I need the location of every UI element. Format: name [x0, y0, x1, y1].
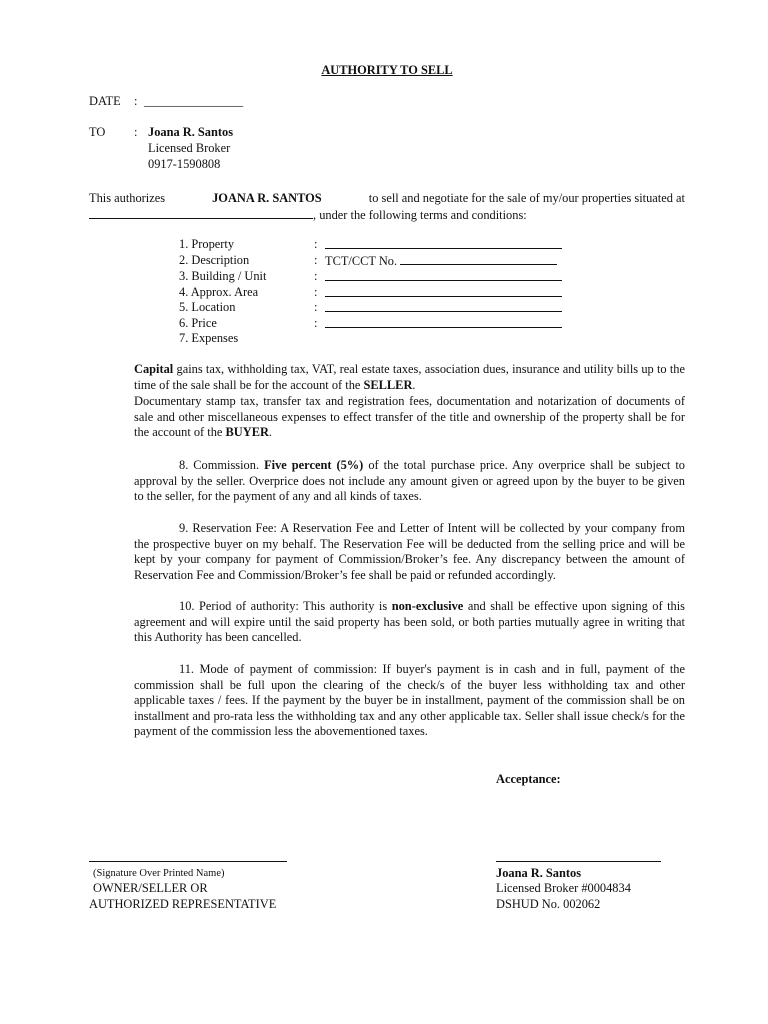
- date-blank: ________________: [144, 94, 244, 108]
- buyer-bold: BUYER: [225, 425, 269, 439]
- reservation-fee-paragraph: 9. Reservation Fee: A Reservation Fee and Letter of Intent will be collected by your company from the prospective buyer on my behalf. The Reservation Fee will be deducted from the selling price and will be kept by your company for payment of Commission/Broker’s fee. Any discrepancy between the amount of Reservation Fee and Commission/Broker’s fee shall be paid or refunded accordingly.: [134, 521, 685, 582]
- term-4-blank: [325, 285, 562, 297]
- owner-role-2: AUTHORIZED REPRESENTATIVE: [89, 897, 277, 911]
- location-blank: [89, 207, 313, 219]
- intro-post: to sell and negotiate for the sale of my/our properties situated at: [368, 191, 685, 205]
- seller-bold: SELLER: [363, 377, 413, 392]
- intro-line-2: [89, 207, 527, 224]
- acceptance-label: Acceptance:: [496, 772, 561, 786]
- term-4-colon: :: [314, 285, 318, 299]
- term-6-field: [325, 316, 562, 333]
- term-1-colon: :: [314, 237, 318, 251]
- signature-caption: (Signature Over Printed Name): [93, 868, 225, 879]
- date-colon: :: [134, 94, 138, 108]
- period-paragraph: [134, 599, 685, 646]
- p8-post: of the total purchase price. Any overprice shall be subject to approval by the seller. Overprice does not include any amount given or agreed upon by the buyer to be given to the seller, for the payment of any and all kinds of taxes.: [134, 458, 685, 503]
- documentary-text: Documentary stamp tax, transfer tax and registration fees, documentation and notarization of documents of sale and other miscellaneous expenses to effect transfer of the title and ownership of the property shall be for the account of the: [134, 394, 685, 439]
- to-title: Licensed Broker: [148, 141, 231, 155]
- term-2-colon: :: [314, 253, 318, 267]
- intro-line2-text: , under the following terms and conditions:: [313, 208, 527, 222]
- p10-pre: 10. Period of authority: This authority is: [179, 599, 388, 613]
- to-label: TO: [89, 125, 106, 139]
- broker-signature-line: [496, 861, 661, 862]
- term-4-label: 4. Approx. Area: [179, 285, 259, 299]
- term-5-blank: [325, 300, 562, 312]
- payment-mode-paragraph: 11. Mode of payment of commission: If buyer's payment is in cash and in full, payment of the commission shall be full upon the clearing of the check/s of the buyer less withholding tax and other applicable taxes / fees. If the payment by the buyer be in installment, payment of the commission shall be on installment and pro-rata less the withholding tax and any other applicable tax. Seller shall issue check/s for the payment of the commission less the abovementioned taxes.: [134, 662, 685, 738]
- term-3-colon: :: [314, 269, 318, 283]
- term-3-blank: [325, 269, 562, 281]
- intro-line-1: [89, 191, 685, 207]
- owner-role-1: OWNER/SELLER OR: [93, 881, 208, 895]
- term-7-label: 7. Expenses: [179, 331, 239, 345]
- capital-bold: Capital: [134, 362, 174, 376]
- term-1-label: 1. Property: [179, 237, 235, 251]
- to-name: Joana R. Santos: [148, 125, 234, 139]
- p10-bold: non-exclusive: [391, 599, 464, 613]
- intro-name: JOANA R. SANTOS: [212, 191, 322, 205]
- term-5-field: [325, 300, 562, 317]
- commission-paragraph: [134, 458, 685, 505]
- to-phone: 0917-1590808: [148, 157, 221, 171]
- owner-signature-line: [89, 861, 287, 862]
- term-2-blank: [400, 253, 557, 265]
- p8-bold: Five percent (5%): [264, 458, 364, 472]
- documentary-paragraph: Documentary stamp tax, transfer tax and registration fees, documentation and notarization of documents of sale and other miscellaneous expenses to effect transfer of the title and ownership of the property shall be for the account of the BUYER.: [134, 394, 685, 439]
- term-5-label: 5. Location: [179, 300, 236, 314]
- intro-pre: This authorizes: [89, 191, 166, 205]
- term-1-blank: [325, 237, 562, 249]
- to-colon: :: [134, 125, 138, 139]
- broker-dshud: DSHUD No. 002062: [496, 897, 601, 911]
- term-5-colon: :: [314, 300, 318, 314]
- date-label: DATE: [89, 94, 121, 108]
- broker-name: Joana R. Santos: [496, 866, 582, 880]
- term-3-field: [325, 269, 562, 286]
- capital-paragraph: Capital gains tax, withholding tax, VAT, real estate taxes, association dues, insurance and utility bills up to the time of the sale shall be for the account of the SELLER.: [134, 362, 685, 392]
- term-2-field: [325, 253, 557, 270]
- term-1-field: [325, 237, 562, 254]
- term-6-blank: [325, 316, 562, 328]
- p10-post: and shall be effective upon signing of this agreement and will expire until the said property has been sold, or both parties mutually agree in writing that this Authority has been cancelled.: [134, 599, 685, 644]
- term-6-label: 6. Price: [179, 316, 217, 330]
- term-2-label: 2. Description: [179, 253, 250, 267]
- term-3-label: 3. Building / Unit: [179, 269, 267, 283]
- broker-license: Licensed Broker #0004834: [496, 881, 631, 895]
- term-2-value: TCT/CCT No.: [325, 254, 398, 268]
- term-6-colon: :: [314, 316, 318, 330]
- capital-text: gains tax, withholding tax, VAT, real estate taxes, association dues, insurance and utility bills up to the time of the sale shall be for the account of the: [134, 362, 685, 392]
- document-title: AUTHORITY TO SELL: [321, 63, 453, 77]
- p8-pre: 8. Commission.: [179, 458, 260, 472]
